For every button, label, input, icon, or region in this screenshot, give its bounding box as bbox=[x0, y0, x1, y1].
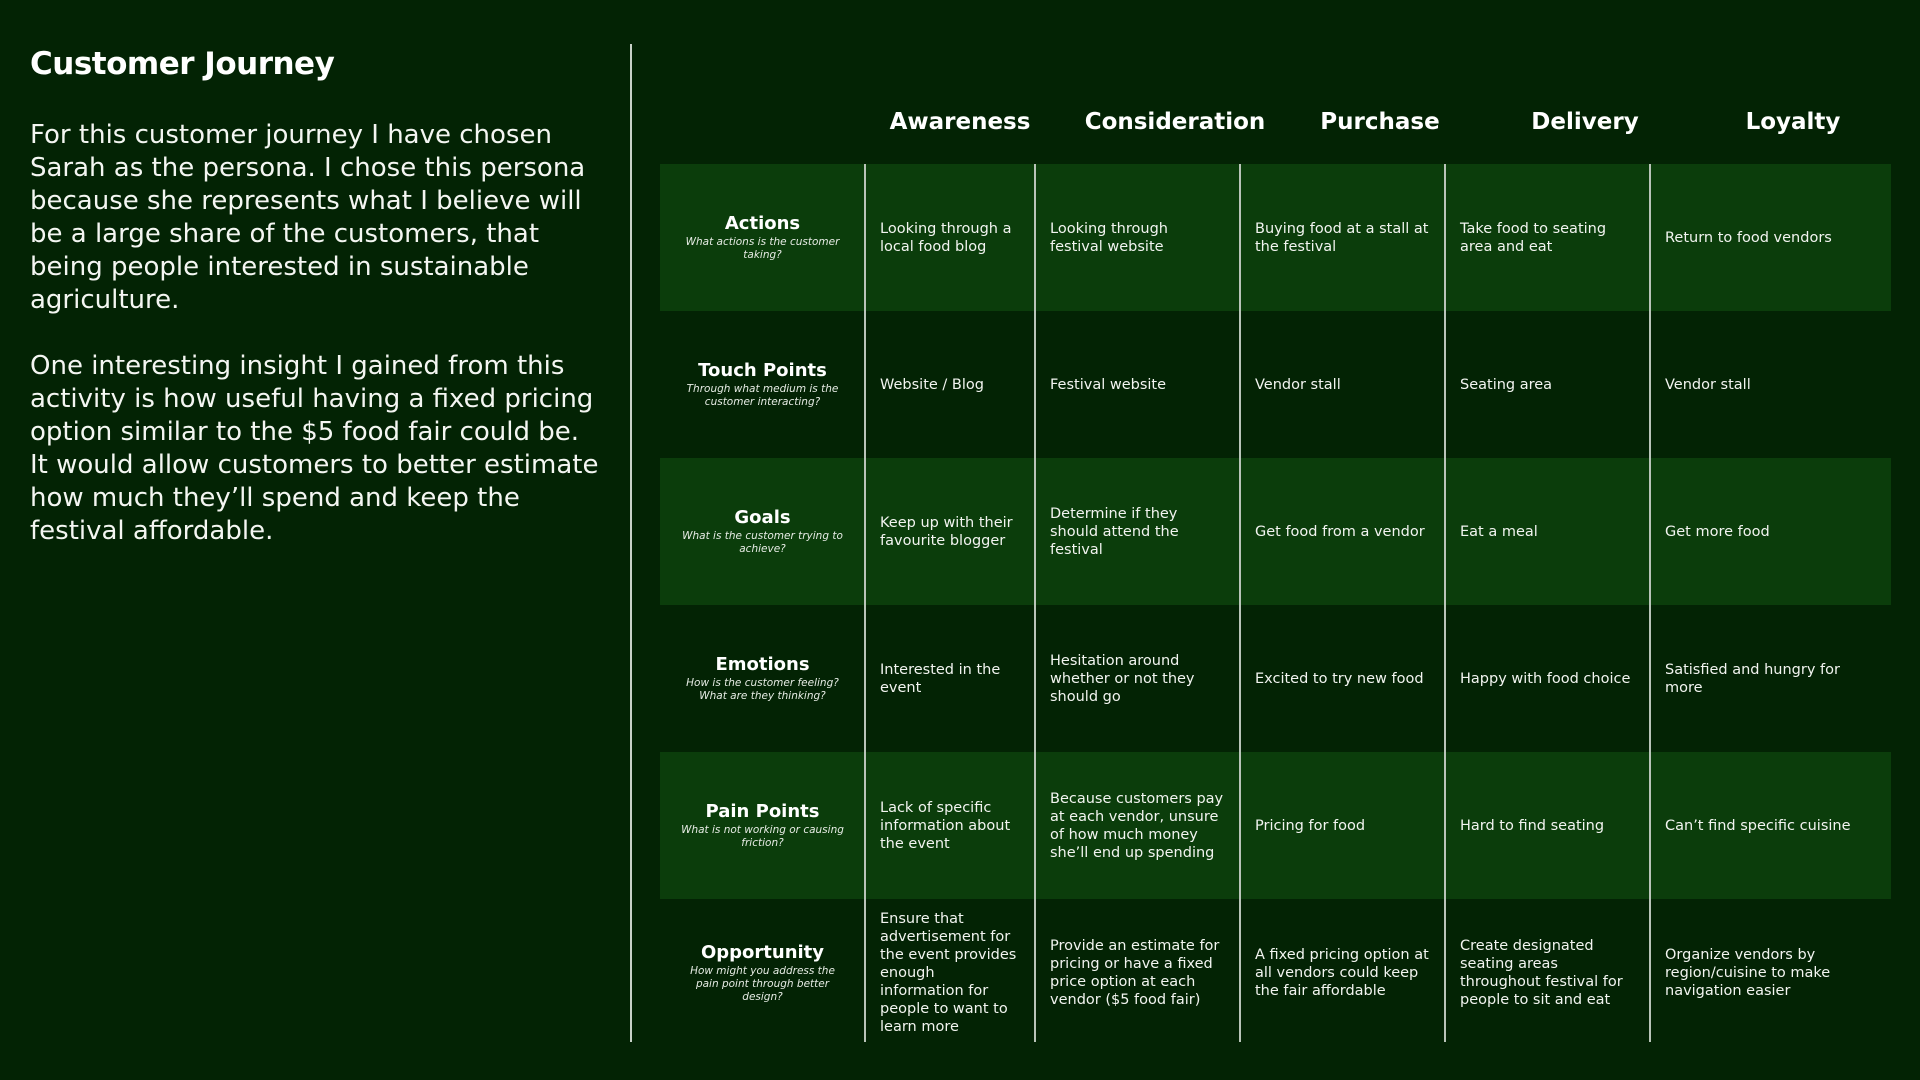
row-label bbox=[660, 164, 865, 311]
journey-cell-goals-consideration: Determine if they should attend the festival bbox=[1050, 505, 1179, 558]
stage-header-loyalty: Loyalty bbox=[1745, 109, 1841, 135]
journey-cell-opportunity-awareness: Ensure that advertisement for the event provides enough information for people to want to learn more bbox=[880, 910, 1017, 1035]
journey-cell-touch-points-loyalty: Vendor stall bbox=[1665, 376, 1751, 393]
column-divider bbox=[864, 164, 866, 1042]
row-title: Actions bbox=[724, 213, 801, 234]
section-divider bbox=[630, 44, 632, 1042]
journey-cell-goals-loyalty: Get more food bbox=[1665, 523, 1770, 540]
row-question: How might you address the pain point through better design? bbox=[690, 964, 835, 1003]
journey-cell-pain-points-delivery: Hard to find seating bbox=[1460, 817, 1605, 834]
row-title: Opportunity bbox=[700, 941, 825, 963]
journey-cell-emotions-consideration: Hesitation around whether or not they should go bbox=[1050, 652, 1195, 705]
journey-cell-pain-points-purchase: Pricing for food bbox=[1255, 817, 1366, 834]
journey-cell-touch-points-consideration: Festival website bbox=[1050, 376, 1167, 393]
journey-cell-goals-delivery: Eat a meal bbox=[1460, 523, 1538, 540]
journey-cell-actions-consideration: Looking through festival website bbox=[1050, 220, 1168, 255]
row-label bbox=[660, 605, 865, 752]
journey-cell-pain-points-consideration: Because customers pay at each vendor, unsure of how much money she’ll end up spending bbox=[1050, 790, 1224, 861]
row-question: Through what medium is the customer interacting? bbox=[686, 383, 839, 408]
journey-cell-touch-points-awareness: Website / Blog bbox=[880, 376, 984, 393]
column-divider bbox=[1444, 164, 1446, 1042]
row-question: How is the customer feeling? What are they thinking? bbox=[686, 677, 839, 702]
intro-paragraph-1: For this customer journey I have chosen Sarah as the persona. I chose this persona because she represents what I believe will be a large share of the customers, that being people interested in sustainable agriculture. bbox=[30, 120, 586, 315]
row-label bbox=[660, 899, 865, 1046]
page-title: Customer Journey bbox=[30, 46, 335, 82]
intro-paragraph-2: One interesting insight I gained from this activity is how useful having a fixed pricing option similar to the $5 food fair could be. It would allow customers to better estimate how much they’ll spend and keep the festival affordable. bbox=[30, 351, 599, 546]
row-label bbox=[660, 311, 865, 458]
journey-row-pain-points bbox=[660, 752, 1891, 899]
intro-text bbox=[30, 119, 605, 581]
journey-row-opportunity bbox=[660, 899, 1891, 1046]
journey-cell-emotions-awareness: Interested in the event bbox=[880, 661, 1001, 696]
stage-header-consideration: Consideration bbox=[1084, 109, 1266, 135]
journey-cell-actions-delivery: Take food to seating area and eat bbox=[1460, 220, 1607, 255]
journey-cell-actions-awareness: Looking through a local food blog bbox=[880, 220, 1012, 255]
journey-cell-actions-purchase: Buying food at a stall at the festival bbox=[1255, 220, 1429, 255]
journey-row-actions bbox=[660, 164, 1891, 311]
journey-cell-opportunity-delivery: Create designated seating areas throughout festival for people to sit and eat bbox=[1460, 937, 1623, 1008]
column-divider bbox=[1034, 164, 1036, 1042]
journey-row-touch-points bbox=[660, 311, 1891, 458]
row-question: What actions is the customer taking? bbox=[685, 236, 840, 261]
journey-cell-emotions-purchase: Excited to try new food bbox=[1255, 670, 1424, 687]
row-title: Goals bbox=[734, 507, 791, 528]
row-label bbox=[660, 458, 865, 605]
journey-cell-touch-points-delivery: Seating area bbox=[1460, 376, 1553, 393]
journey-cell-opportunity-loyalty: Organize vendors by region/cuisine to make navigation easier bbox=[1665, 946, 1831, 999]
stage-header-purchase: Purchase bbox=[1320, 109, 1440, 135]
journey-cell-emotions-loyalty: Satisfied and hungry for more bbox=[1665, 661, 1840, 696]
row-label bbox=[660, 752, 865, 899]
journey-row-emotions bbox=[660, 605, 1891, 752]
row-question: What is not working or causing friction? bbox=[681, 824, 844, 849]
journey-cell-pain-points-awareness: Lack of specific information about the event bbox=[880, 799, 1011, 852]
stage-header-delivery: Delivery bbox=[1531, 109, 1639, 135]
row-question: What is the customer trying to achieve? bbox=[682, 530, 843, 555]
journey-row-goals bbox=[660, 458, 1891, 605]
journey-cell-touch-points-purchase: Vendor stall bbox=[1255, 376, 1341, 393]
journey-cell-opportunity-purchase: A fixed pricing option at all vendors could keep the fair affordable bbox=[1255, 946, 1429, 999]
row-title: Emotions bbox=[715, 654, 810, 675]
journey-cell-actions-loyalty: Return to food vendors bbox=[1665, 229, 1832, 246]
column-divider bbox=[1239, 164, 1241, 1042]
journey-cell-emotions-delivery: Happy with food choice bbox=[1460, 670, 1631, 687]
journey-map-grid bbox=[660, 80, 1891, 1042]
journey-cell-goals-awareness: Keep up with their favourite blogger bbox=[880, 514, 1013, 549]
column-divider bbox=[1649, 164, 1651, 1042]
journey-cell-goals-purchase: Get food from a vendor bbox=[1255, 523, 1425, 540]
journey-cell-pain-points-loyalty: Can’t find specific cuisine bbox=[1665, 817, 1851, 834]
row-title: Touch Points bbox=[698, 360, 827, 381]
row-title: Pain Points bbox=[705, 801, 820, 822]
journey-cell-opportunity-consideration: Provide an estimate for pricing or have a fixed price option at each vendor ($5 food fair) bbox=[1050, 937, 1220, 1008]
stage-header-awareness: Awareness bbox=[889, 109, 1031, 135]
